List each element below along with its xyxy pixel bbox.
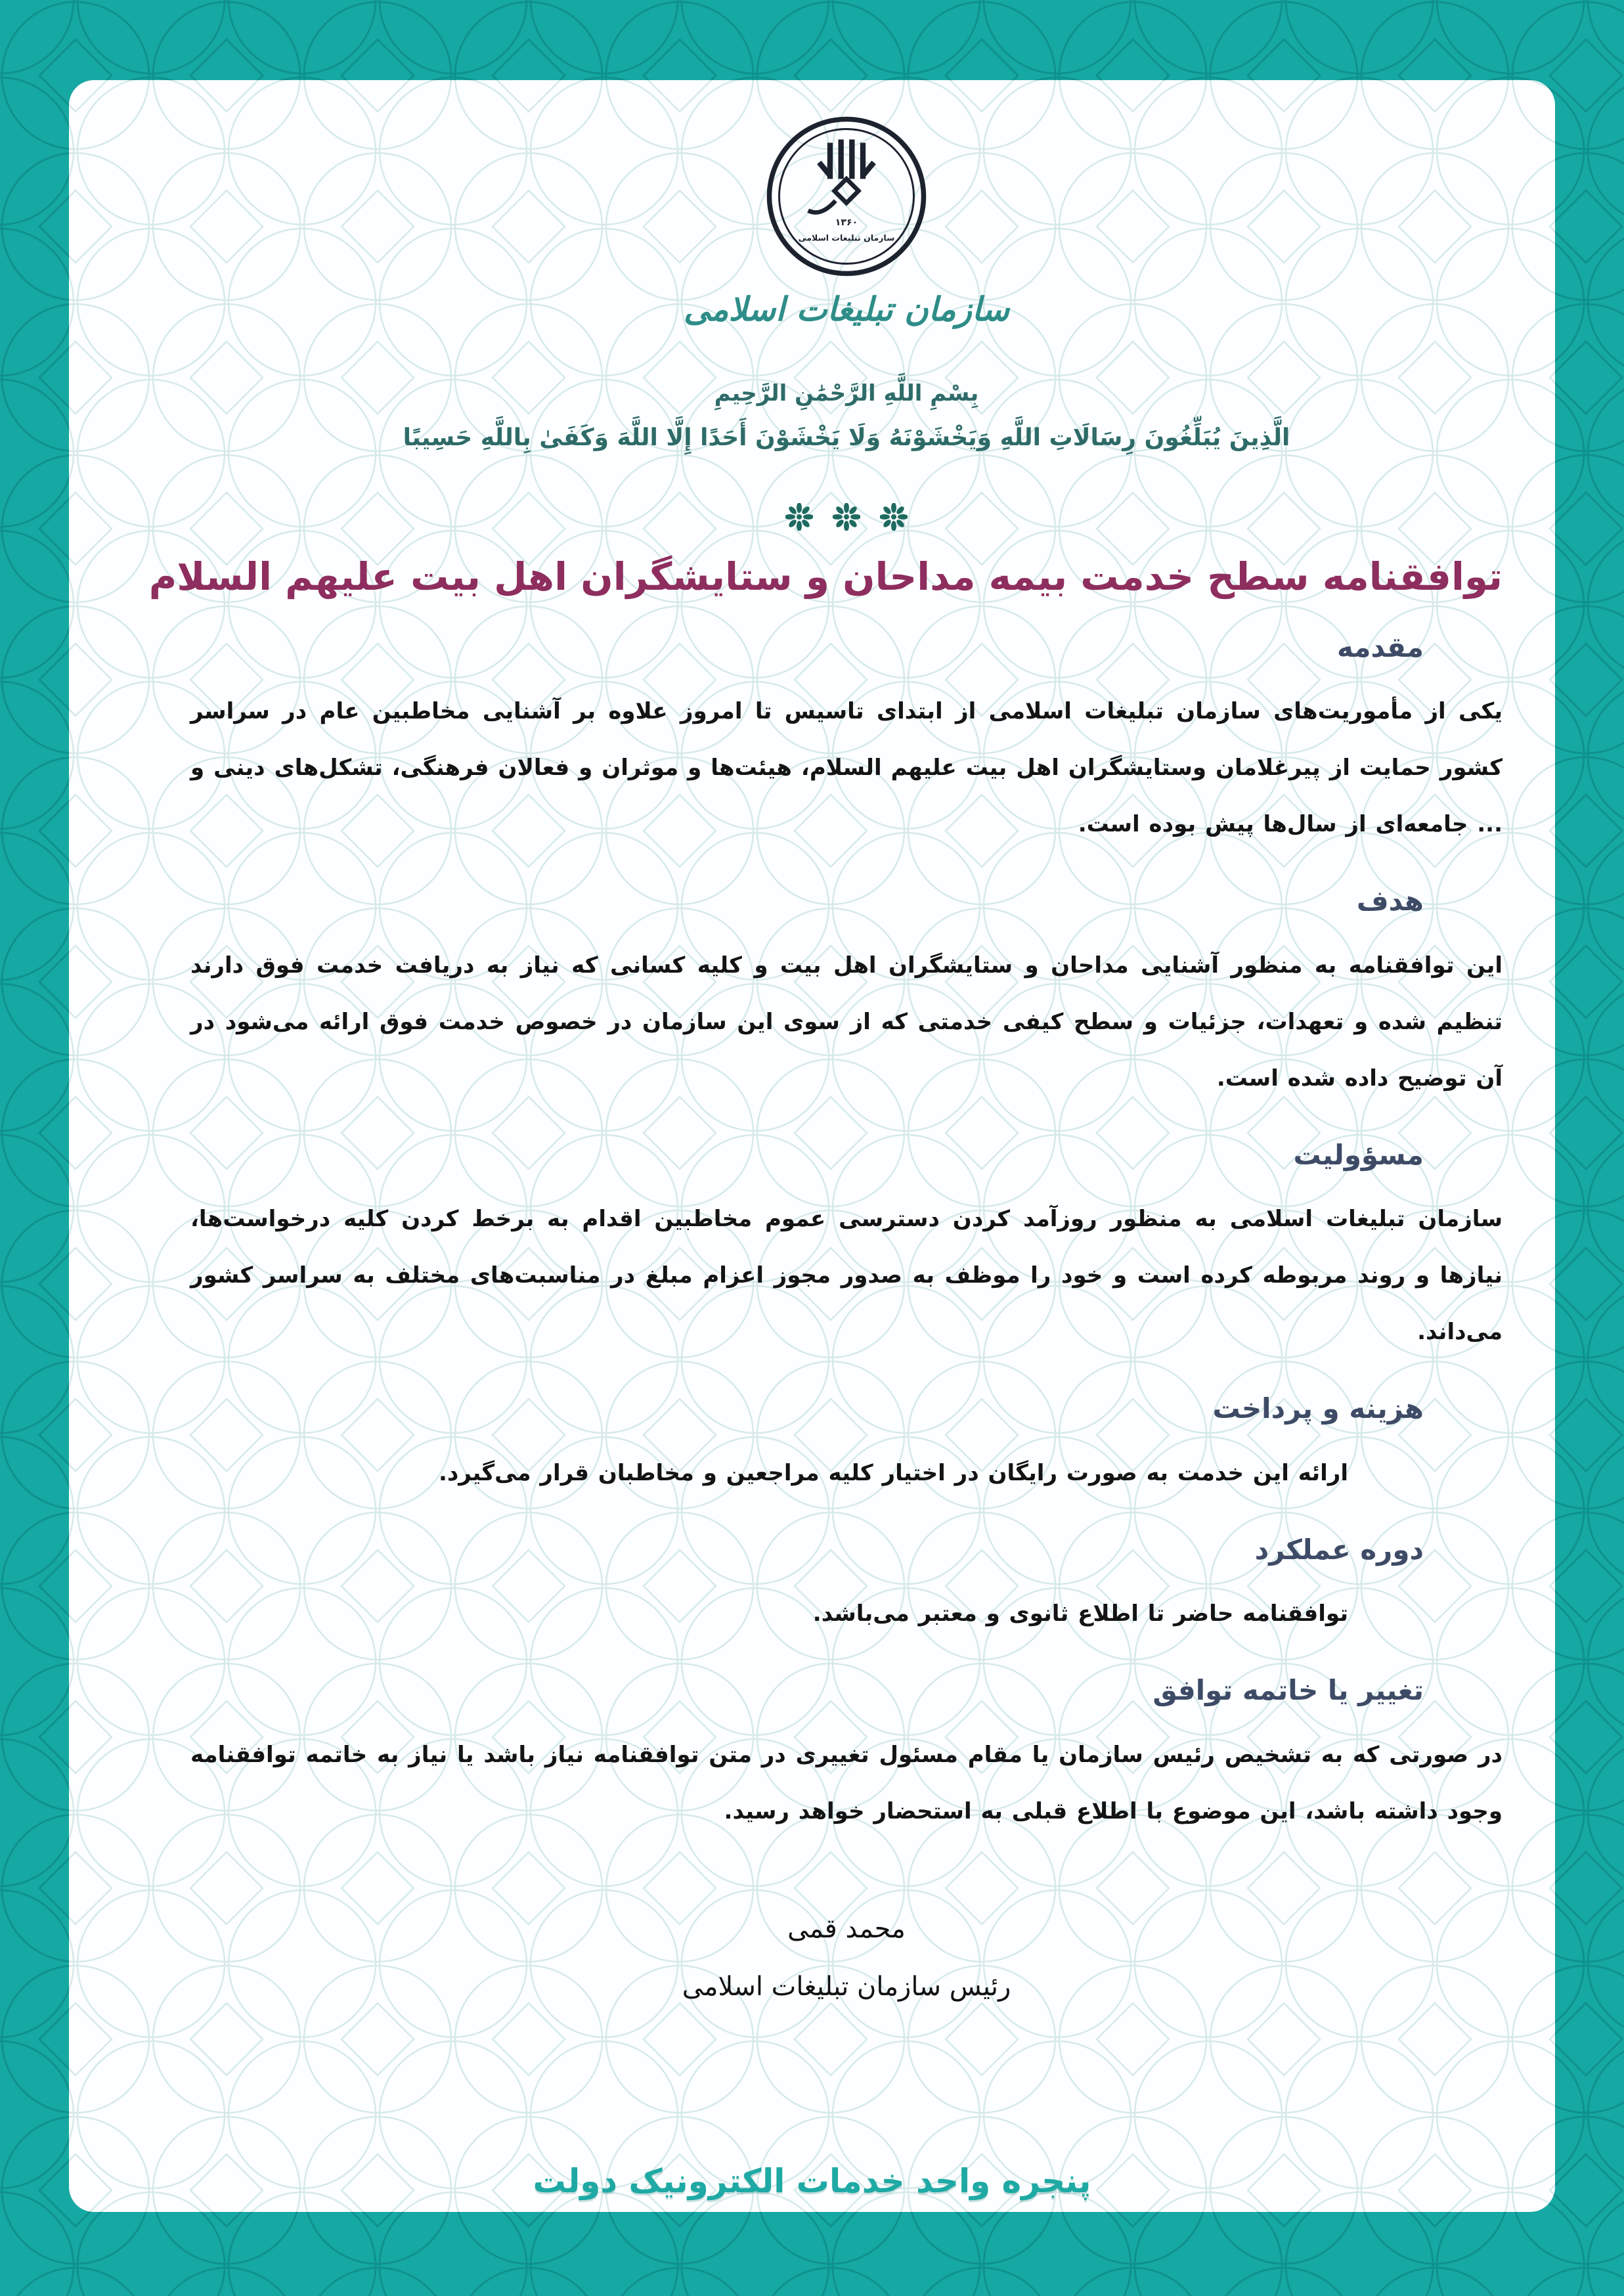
- emblem-caption: سازمان تبلیغات اسلامی: [798, 232, 895, 243]
- document-sheet-content: [69, 80, 1555, 2212]
- section-body: ارائه این خدمت به صورت رایگان در اختیار کلیه مراجعین و مخاطبان قرار می‌گیرد.: [438, 1459, 1348, 1486]
- section-moghadame: [190, 630, 1503, 853]
- section-dore-amalkard: [190, 1533, 1503, 1643]
- org-calligraphy: سازمان تبلیغات اسلامی: [684, 290, 1009, 328]
- kufic-allah-motif: [808, 139, 874, 212]
- section-heading: هدف: [1356, 885, 1424, 917]
- organization-emblem-icon: [764, 114, 929, 278]
- logo-block: [190, 114, 1503, 281]
- section-body: این توافقنامه به منظور آشنایی مداحان و ستایشگران اهل بیت و کلیه کسانی که نیاز به دریافت خدمت فوق دارند تنظیم شده و تعهدات، جزئیات و سطح کیفی خدمتی که از سوی این سازمان در خصوص خدمت فوق ارائه می‌شود در آن توضیح داده شده است.: [190, 952, 1503, 1092]
- flower-asterisk-icon: [880, 503, 908, 531]
- section-heading: تغییر یا خاتمه توافق: [1152, 1674, 1424, 1707]
- section-body: سازمان تبلیغات اسلامی به منظور روزآمد کردن دسترسی عموم مخاطبین اقدام به برخط کردن کلیه درخواست‌ها، نیازها و روند مربوطه کرده است و خود را موظف به صدور مجوز اعزام مبلغ در مناسبت‌های مختلف به سراسر کشور می‌داند.: [190, 1206, 1503, 1346]
- section-hazine-pardakht: [190, 1392, 1503, 1501]
- section-heading: مقدمه: [1337, 630, 1424, 663]
- flower-asterisk-icon: [785, 503, 813, 531]
- section-hadaf: [190, 884, 1503, 1107]
- signatory-role: رئیس سازمان تبلیغات اسلامی: [682, 1971, 1011, 2002]
- section-heading: مسؤولیت: [1293, 1138, 1424, 1171]
- quran-verse-text: الَّذِينَ يُبَلِّغُونَ رِسَالَاتِ اللَّهِ وَيَخْشَوْنَهُ وَلَا يَخْشَوْنَ أَحَدًا إِلَّا اللَّهَ وَكَفَىٰ بِاللَّهِ حَسِيبًا: [403, 424, 1290, 452]
- section-heading: هزینه و پرداخت: [1212, 1392, 1424, 1425]
- section-body: در صورتی که به تشخیص رئیس سازمان یا مقام مسئول تغییری در متن توافقنامه نیاز باشد یا نیاز به خاتمه توافقنامه وجود داشته باشد، این موضوع با اطلاع قبلی به استحضار خواهد رسید.: [190, 1741, 1503, 1824]
- signature-block: [190, 1900, 1503, 2016]
- sections-container: [190, 630, 1503, 1840]
- page-title: توافقنامه سطح خدمت بیمه مداحان و ستایشگران اهل بیت علیهم السلام: [148, 554, 1503, 599]
- section-heading: دوره عملکرد: [1254, 1533, 1424, 1566]
- flower-ornament-row: [190, 503, 1503, 531]
- signatory-name: محمد قمی: [787, 1913, 906, 1944]
- section-body: توافقنامه حاضر تا اطلاع ثانوی و معتبر می‌باشد.: [812, 1601, 1348, 1627]
- emblem-year: ۱۳۶۰: [835, 217, 858, 229]
- section-masouliat: [190, 1138, 1503, 1361]
- footer-text: پنجره واحد خدمات الکترونیک دولت: [533, 2162, 1091, 2200]
- section-taghir-khateme: [190, 1673, 1503, 1840]
- section-body: یکی از مأموریت‌های سازمان تبلیغات اسلامی از ابتدای تاسیس تا امروز علاوه بر آشنایی مخاطبین عام در سراسر کشور حمایت از پیرغلامان وستایشگران اهل بیت علیهم السلام، هیئت‌ها و موثران و فعالان فرهنگی، تشکل‌های دینی و ... جامعه‌ای از سال‌ها پیش بوده است.: [190, 698, 1503, 838]
- flower-asterisk-icon: [833, 503, 860, 531]
- bismillah-text: بِسْمِ اللَّهِ الرَّحْمَٰنِ الرَّحِيمِ: [714, 380, 979, 407]
